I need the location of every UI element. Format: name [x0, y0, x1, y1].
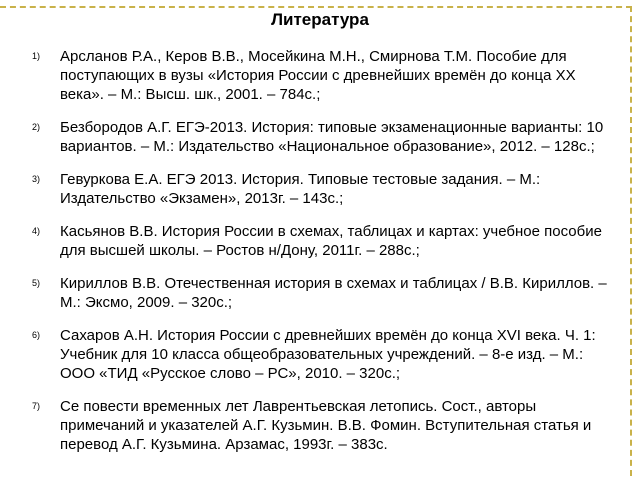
list-item-text: Безбородов А.Г. ЕГЭ-2013. История: типовые экзаменационные варианты: 10 вариантов. – М.: Издательство «Национальное образование», 2012. – 128с.; [60, 119, 604, 155]
list-item-number: 7) [32, 401, 41, 411]
list-item-number: 2) [32, 122, 41, 132]
list-item-number: 3) [32, 174, 41, 184]
list-item-number: 5) [32, 278, 41, 288]
list-item-text: Арсланов Р.А., Керов В.В., Мосейкина М.Н., Смирнова Т.М. Пособие для поступающих в вузы «История России с древнейших времён до конца ХХ века». – М.: Высш. шк., 2001. – 784с.; [60, 48, 576, 103]
list-item [0, 222, 625, 260]
list-item [0, 397, 625, 454]
list-item-number: 1) [32, 51, 41, 61]
list-item-text: Касьянов В.В. История России в схемах, таблицах и картах: учебное пособие для высшей школы. – Ростов н/Дону, 2011г. – 288с.; [60, 223, 602, 259]
page-title: Литература [271, 10, 369, 29]
list-item-text: Се повести временных лет Лаврентьевская летопись. Сост., авторы примечаний и указателей А.Г. Кузьмин. В.В. Фомин. Вступительная статья и перевод А.Г. Кузьмина. Арзамас, 1993г. – 383с. [60, 398, 592, 453]
list-item-number: 4) [32, 226, 41, 236]
list-item [0, 118, 625, 156]
reference-list [0, 47, 625, 468]
list-item-number: 6) [32, 330, 41, 340]
list-item [0, 47, 625, 104]
list-item-text: Кириллов В.В. Отечественная история в схемах и таблицах / В.В. Кириллов. – М.: Эксмо, 2009. – 320с.; [60, 275, 607, 311]
list-item [0, 170, 625, 208]
list-item [0, 326, 625, 383]
decorative-border-right [630, 6, 632, 476]
list-item-text: Гевуркова Е.А. ЕГЭ 2013. История. Типовые тестовые задания. – М.: Издательство «Экзамен», 2013г. – 143с.; [60, 171, 541, 207]
list-item [0, 274, 625, 312]
list-item-text: Сахаров А.Н. История России с древнейших времён до конца XVI века. Ч. 1: Учебник для 10 класса общеобразовательных учреждений. – 8-е изд. – М.: ООО «ТИД «Русское слово – РС», 2010. – 320с.; [60, 327, 596, 382]
decorative-border-top [0, 6, 632, 8]
